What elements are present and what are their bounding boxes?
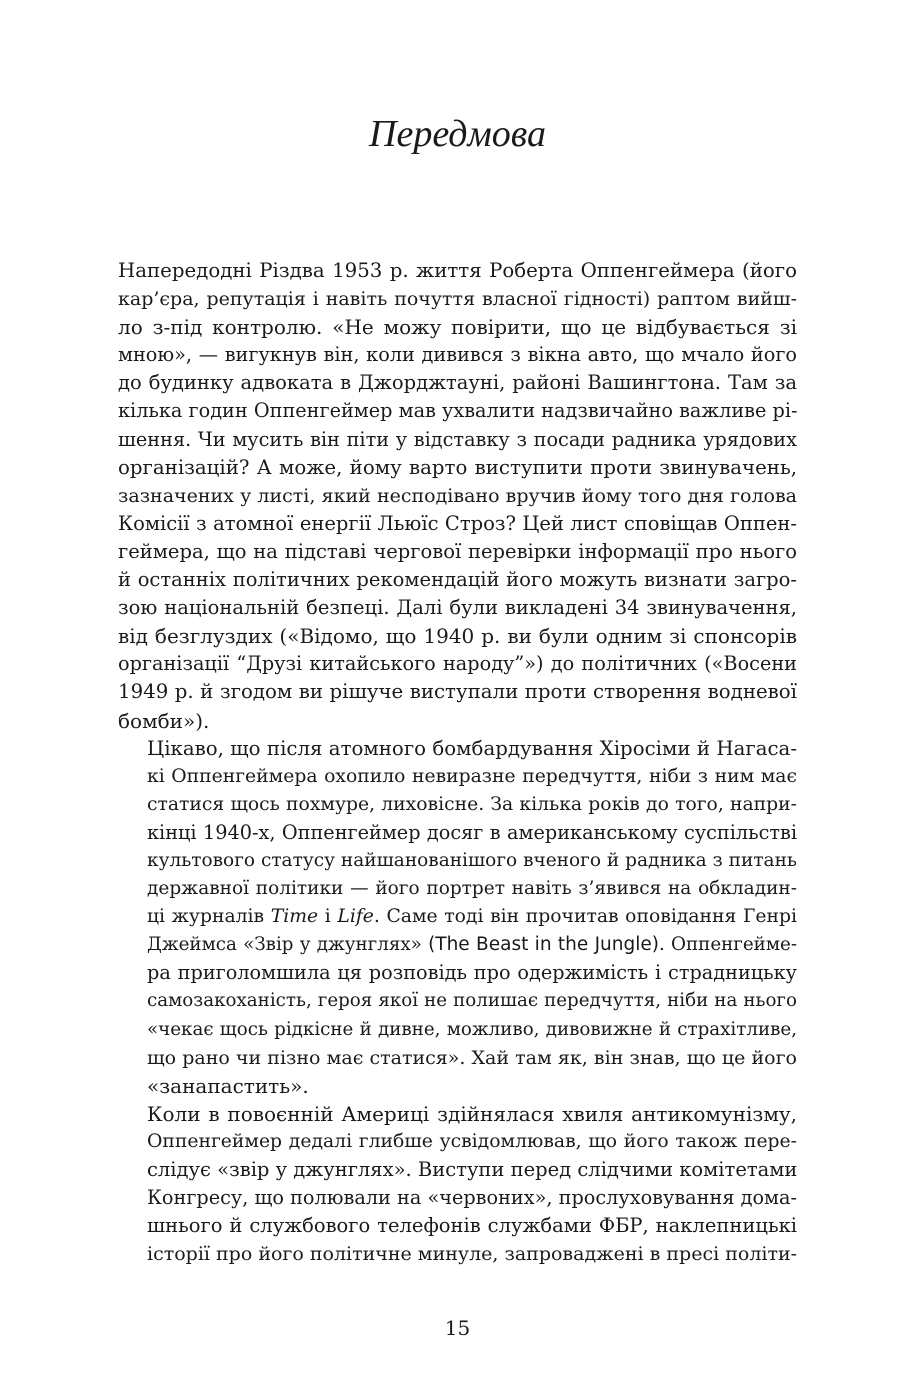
text-fragment: і bbox=[318, 906, 338, 928]
text-line: зазначених у листі, який несподівано вручив йому того дня голова bbox=[118, 484, 797, 507]
paragraph-2 bbox=[118, 735, 797, 1100]
text-line: геймера, що на підставі чергової перевірки інформації про нього bbox=[118, 539, 797, 563]
text-line: «занапастить». bbox=[147, 1073, 309, 1098]
text-line: кі Оппенгеймера охопило невиразне передчуття, ніби з ним має bbox=[147, 765, 797, 787]
text-line: 1949 р. й згодом ви рішуче виступали проти створення водневої bbox=[118, 680, 797, 704]
text-line: шнього й службового телефонів службами ФБР, наклепницькі bbox=[147, 1214, 797, 1238]
text-line: Комісії з атомної енергії Льюїс Строз? Цей лист сповіщав Оппен- bbox=[118, 511, 797, 535]
english-title: (The Beast in the Jungle) bbox=[428, 934, 659, 956]
text-line: ло з-під контролю. «Не можу повірити, що це відбувається зі bbox=[118, 315, 797, 340]
text-line: статися щось похмуре, лиховісне. За кілька років до того, напри- bbox=[147, 793, 797, 815]
text-line: державної політики — його портрет навіть з’явився на обкладин- bbox=[147, 878, 797, 900]
journal-time: Time bbox=[270, 906, 319, 928]
text-fragment: Джеймса «Звір у джунглях» bbox=[147, 934, 429, 956]
text-line: бомби»). bbox=[118, 708, 210, 733]
text-line: кілька годин Оппенгеймер мав ухвалити надзвичайно важливе рі- bbox=[118, 399, 798, 423]
text-line: Конгресу, що полювали на «червоних», прослуховування дома- bbox=[147, 1186, 797, 1210]
text-line: шення. Чи мусить він піти у відставку з посади радника урядових bbox=[118, 427, 797, 451]
text-line: Цікаво, що після атомного бомбардування Хіросіми й Нагаса- bbox=[147, 736, 797, 760]
text-line: «чекає щось рідкісне й дивне, можливо, дивовижне й страхітливе, bbox=[147, 1018, 797, 1040]
text-line: й останніх політичних рекомендацій його можуть визнати загро- bbox=[118, 568, 797, 592]
text-line: організацій? А може, йому варто виступити проти звинувачень, bbox=[118, 455, 797, 479]
page-number: 15 bbox=[444, 1316, 471, 1340]
text-line bbox=[118, 931, 797, 959]
text-fragment: . Оппенгейме- bbox=[658, 934, 797, 956]
text-line: Коли в повоєнній Америці здійнялася хвиля антикомунізму, bbox=[147, 1101, 797, 1126]
journal-life: Life bbox=[337, 906, 374, 928]
text-line: зою національній безпеці. Далі були викладені 34 звинувачення, bbox=[118, 596, 797, 620]
paragraph-3 bbox=[118, 1100, 797, 1269]
text-line: самозакоханість, героя якої не полишає передчуття, ніби на нього bbox=[147, 990, 797, 1012]
paragraph-1 bbox=[118, 257, 797, 735]
text-line: історії про його політичне минуле, запроваджені в пресі політи- bbox=[147, 1243, 798, 1266]
text-line: до будинку адвоката в Джорджтауні, районі Вашингтона. Там за bbox=[118, 371, 797, 395]
text-line: що рано чи пізно має статися». Хай там як, він знав, що це його bbox=[147, 1046, 797, 1069]
text-line: ра приголомшила ця розповідь про одержимість і страдницьку bbox=[147, 961, 797, 985]
text-line: слідує «звір у джунглях». Виступи перед слідчими комітетами bbox=[147, 1158, 798, 1181]
text-fragment: ці журналів bbox=[147, 906, 271, 928]
chapter-title: Передмова bbox=[369, 113, 546, 155]
text-line: кар’єра, репутація і навіть почуття власної гідності) раптом вийш- bbox=[118, 288, 797, 311]
text-line bbox=[118, 903, 797, 931]
text-line: від безглуздих («Відомо, що 1940 р. ви були одним зі спонсорів bbox=[118, 624, 797, 649]
text-line: культового статусу найшанованішого вченого й радника з питань bbox=[147, 849, 797, 871]
text-line: Напередодні Різдва 1953 р. життя Роберта Оппенгеймера (його bbox=[118, 259, 797, 282]
text-line: організації “Друзі китайського народу”») до політичних («Восени bbox=[118, 652, 797, 676]
text-fragment: . Саме тоді він прочитав оповідання Генрі bbox=[373, 906, 797, 928]
text-line: кінці 1940-х, Оппенгеймер досяг в американському суспільстві bbox=[147, 820, 797, 844]
body-text bbox=[118, 257, 797, 1268]
text-line: Оппенгеймер дедалі глибше усвідомлював, що його також пере- bbox=[147, 1130, 797, 1152]
text-line: мною», — вигукнув він, коли дивився з вікна авто, що мчало його bbox=[118, 343, 797, 367]
